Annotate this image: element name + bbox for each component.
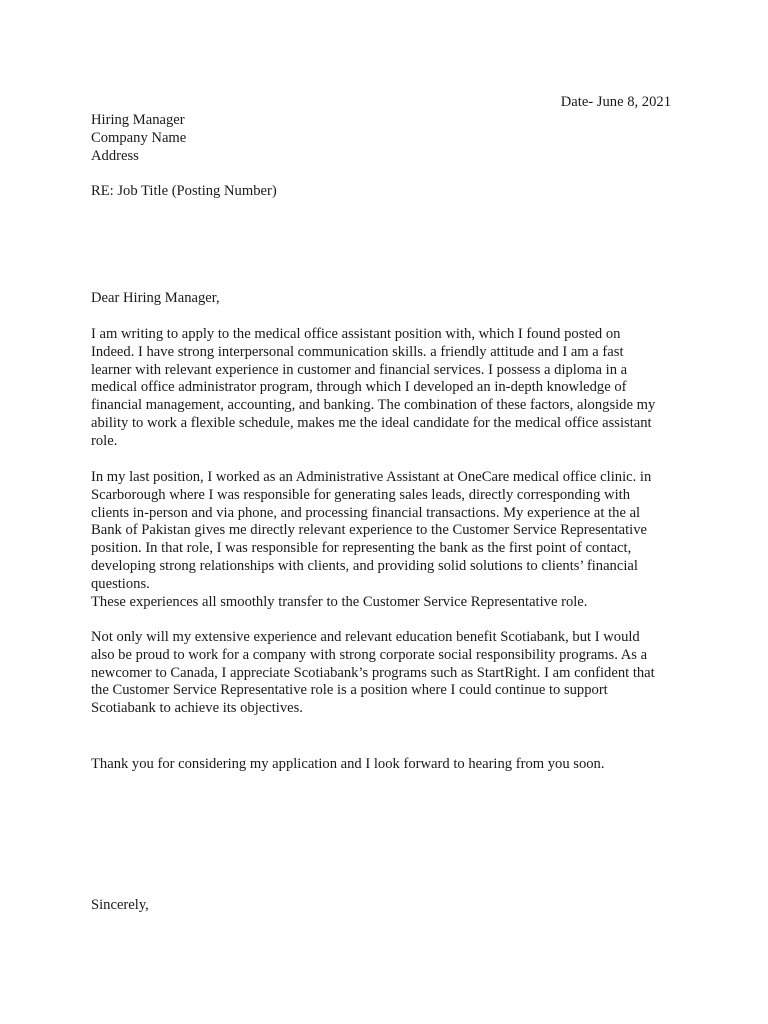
re-line	[91, 183, 681, 201]
paragraph-line: developing strong relationships with clients, and providing solid solutions to clients’ financial	[91, 557, 638, 574]
paragraph-line: learner with relevant experience in customer and financial services. I possess a diploma in a	[91, 361, 628, 378]
salutation	[91, 290, 681, 308]
paragraph-line: the Customer Service Representative role is a position where I could continue to support	[91, 682, 608, 699]
paragraph-line: questions.	[91, 575, 150, 592]
paragraph-line: medical office administrator program, through which I developed an in-depth knowledge of	[91, 379, 627, 396]
paragraph-line: Not only will my extensive experience and relevant education benefit Scotiabank, but I would	[91, 629, 640, 645]
recipient-block	[91, 112, 681, 165]
paragraph-line: position. In that role, I was responsible for representing the bank as the first point of contact,	[91, 540, 632, 557]
recipient-address: Address	[91, 147, 139, 164]
thanks-text: Thank you for considering my application and I look forward to hearing from you soon.	[91, 756, 605, 772]
paragraph-line: Indeed. I have strong interpersonal communication skills. a friendly attitude and I am a fast	[91, 343, 624, 360]
closing-text: Sincerely,	[91, 897, 149, 913]
paragraph-line: I am writing to apply to the medical office assistant position with, which I found posted on	[91, 326, 621, 342]
paragraph-line: clients in-person and via phone, and processing financial transactions. My experience at the al	[91, 504, 641, 521]
recipient-name: Hiring Manager	[91, 112, 185, 128]
paragraph-line: newcomer to Canada, I appreciate Scotiabank’s programs such as StartRight. I am confident that	[91, 664, 655, 681]
paragraph-line: role.	[91, 432, 118, 449]
closing	[91, 897, 681, 915]
body-paragraph-3	[91, 629, 681, 718]
paragraph-line: Scotiabank to achieve its objectives.	[91, 700, 303, 717]
salutation-text: Dear Hiring Manager,	[91, 290, 220, 306]
body-paragraph-1	[91, 326, 681, 451]
recipient-company: Company Name	[91, 129, 187, 146]
paragraph-line: Bank of Pakistan gives me directly relevant experience to the Customer Service Representative	[91, 522, 647, 539]
paragraph-line: These experiences all smoothly transfer to the Customer Service Representative role.	[91, 593, 588, 610]
re-line-text: RE: Job Title (Posting Number)	[91, 183, 277, 199]
letter-date: Date- June 8, 2021	[560, 94, 671, 110]
paragraph-line: financial management, accounting, and banking. The combination of these factors, alongside my	[91, 397, 656, 414]
paragraph-line: In my last position, I worked as an Administrative Assistant at OneCare medical office clinic. in	[91, 469, 652, 485]
body-paragraph-2	[91, 469, 681, 611]
paragraph-line: ability to work a flexible schedule, makes me the ideal candidate for the medical office assistant	[91, 414, 652, 431]
paragraph-line: also be proud to work for a company with strong corporate social responsibility programs. As a	[91, 646, 648, 663]
thanks-line	[91, 756, 681, 774]
paragraph-line: Scarborough where I was responsible for generating sales leads, directly corresponding with	[91, 486, 630, 503]
